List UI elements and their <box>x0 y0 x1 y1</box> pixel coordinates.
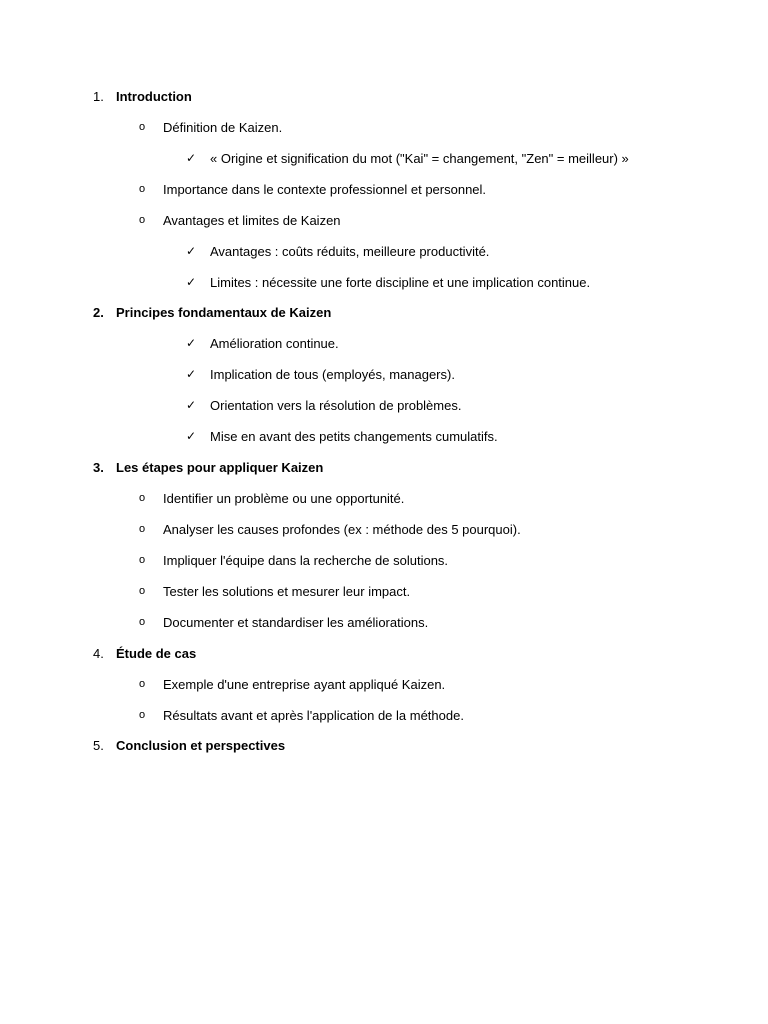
section-title: Étude de cas <box>116 645 197 661</box>
list-item <box>139 519 521 539</box>
list-item-text: Analyser les causes profondes (ex : méthode des 5 pourquoi). <box>163 521 521 537</box>
checkmark-icon: ✓ <box>186 275 197 289</box>
list-item <box>139 674 445 694</box>
check-item-text: Orientation vers la résolution de problèmes. <box>210 397 462 413</box>
hollow-bullet-icon: o <box>139 492 146 504</box>
section-number: 3. <box>93 459 104 475</box>
check-item <box>186 148 629 168</box>
hollow-bullet-icon: o <box>139 709 146 721</box>
section-heading <box>93 302 331 322</box>
check-item-text: Limites : nécessite une forte discipline et une implication continue. <box>210 274 591 290</box>
section-heading <box>93 457 323 477</box>
list-item <box>139 117 282 137</box>
list-item-text: Tester les solutions et mesurer leur impact. <box>163 583 411 599</box>
section-number: 1. <box>93 88 104 104</box>
check-item-text: Avantages : coûts réduits, meilleure productivité. <box>210 243 490 259</box>
hollow-bullet-icon: o <box>139 678 146 690</box>
list-item-text: Exemple d'une entreprise ayant appliqué Kaizen. <box>163 676 446 692</box>
list-item <box>139 179 486 199</box>
section-heading <box>93 735 285 755</box>
hollow-bullet-icon: o <box>139 585 146 597</box>
list-item-text: Avantages et limites de Kaizen <box>163 212 341 228</box>
checkmark-icon: ✓ <box>186 398 197 412</box>
list-item-text: Impliquer l'équipe dans la recherche de solutions. <box>163 552 449 568</box>
hollow-bullet-icon: o <box>139 214 146 226</box>
check-item-text: Implication de tous (employés, managers). <box>210 366 455 382</box>
check-item-text: « Origine et signification du mot ("Kai" = changement, "Zen" = meilleur) » <box>210 150 629 166</box>
section-number: 2. <box>93 304 104 320</box>
hollow-bullet-icon: o <box>139 523 146 535</box>
checkmark-icon: ✓ <box>186 244 197 258</box>
list-item <box>139 612 428 632</box>
section-title: Les étapes pour appliquer Kaizen <box>116 459 324 475</box>
list-item <box>139 550 448 570</box>
check-item <box>186 272 590 292</box>
list-item-text: Définition de Kaizen. <box>163 119 283 135</box>
checkmark-icon: ✓ <box>186 367 197 381</box>
list-item <box>139 210 341 230</box>
check-item <box>186 395 461 415</box>
hollow-bullet-icon: o <box>139 554 146 566</box>
section-number: 5. <box>93 737 104 753</box>
check-item <box>186 364 455 384</box>
hollow-bullet-icon: o <box>139 121 146 133</box>
section-heading <box>93 86 192 106</box>
list-item <box>139 488 404 508</box>
check-item-text: Amélioration continue. <box>210 335 339 351</box>
checkmark-icon: ✓ <box>186 151 197 165</box>
list-item-text: Documenter et standardiser les améliorations. <box>163 614 429 630</box>
check-item <box>186 426 498 446</box>
hollow-bullet-icon: o <box>139 616 146 628</box>
section-number: 4. <box>93 645 104 661</box>
section-title: Conclusion et perspectives <box>116 737 286 753</box>
check-item <box>186 333 339 353</box>
list-item-text: Identifier un problème ou une opportunité. <box>163 490 405 506</box>
check-item-text: Mise en avant des petits changements cumulatifs. <box>210 428 498 444</box>
section-title: Principes fondamentaux de Kaizen <box>116 304 332 320</box>
check-item <box>186 241 489 261</box>
list-item-text: Résultats avant et après l'application de la méthode. <box>163 707 464 723</box>
hollow-bullet-icon: o <box>139 183 146 195</box>
section-title: Introduction <box>116 88 192 104</box>
list-item-text: Importance dans le contexte professionnel et personnel. <box>163 181 487 197</box>
list-item <box>139 705 464 725</box>
list-item <box>139 581 410 601</box>
checkmark-icon: ✓ <box>186 429 197 443</box>
checkmark-icon: ✓ <box>186 336 197 350</box>
section-heading <box>93 643 196 663</box>
